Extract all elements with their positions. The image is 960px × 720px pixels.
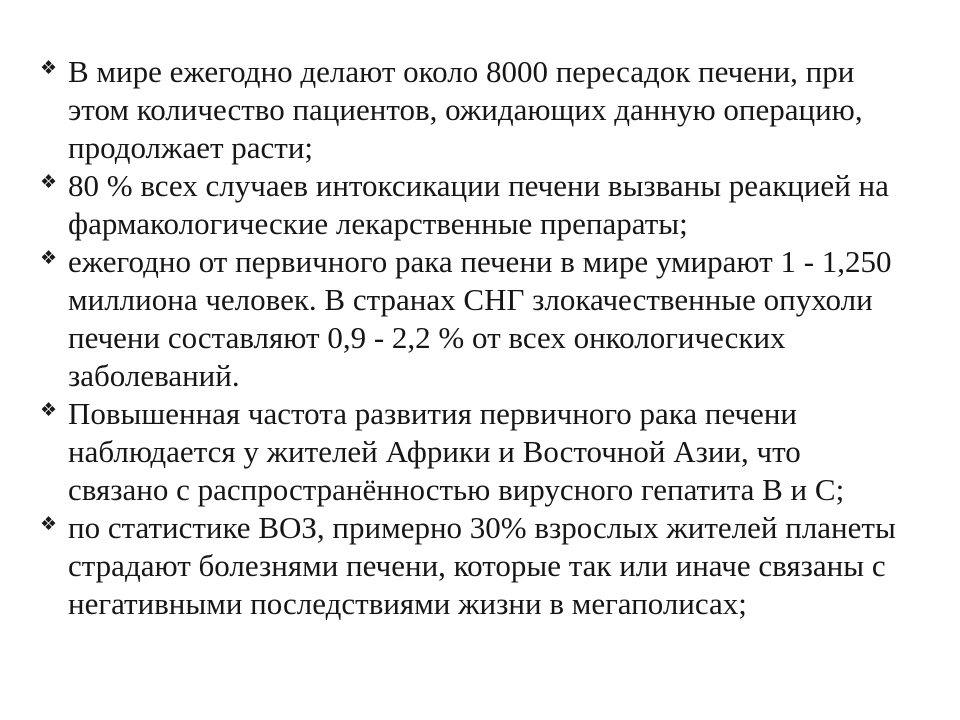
bullet-text-line: заболеваний. bbox=[68, 358, 240, 393]
bullet-text-line: 80 % всех случаев интоксикации печени вызваны реакцией на bbox=[68, 168, 889, 203]
bullet-text-line: негативными последствиями жизни в мегаполисах; bbox=[68, 586, 747, 621]
bullet-item bbox=[0, 243, 960, 395]
bullet-text-line: связано с распространённостью вирусного гепатита В и С; bbox=[68, 472, 845, 507]
diamond-bullet-icon: ❖ bbox=[40, 171, 58, 193]
bullet-text-line: фармакологические лекарственные препараты; bbox=[68, 206, 688, 241]
bullet-list bbox=[0, 53, 960, 623]
diamond-bullet-icon: ❖ bbox=[40, 513, 58, 535]
bullet-item bbox=[0, 509, 960, 623]
bullet-text-line: Повышенная частота развития первичного рака печени bbox=[68, 396, 797, 431]
bullet-text-line: страдают болезнями печени, которые так или иначе связаны с bbox=[68, 548, 886, 583]
bullet-item bbox=[0, 53, 960, 167]
bullet-item bbox=[0, 167, 960, 243]
diamond-bullet-icon: ❖ bbox=[40, 399, 58, 421]
diamond-bullet-icon: ❖ bbox=[40, 57, 58, 79]
bullet-text-line: миллиона человек. В странах СНГ злокачественные опухоли bbox=[68, 282, 873, 317]
bullet-text-line: наблюдается у жителей Африки и Восточной Азии, что bbox=[68, 434, 801, 469]
bullet-text-line: по статистике ВОЗ, примерно 30% взрослых жителей планеты bbox=[68, 510, 896, 545]
bullet-item bbox=[0, 395, 960, 509]
diamond-bullet-icon: ❖ bbox=[40, 247, 58, 269]
bullet-text-line: печени составляют 0,9 - 2,2 % от всех онкологических bbox=[68, 320, 786, 355]
bullet-text-line: этом количество пациентов, ожидающих данную операцию, bbox=[68, 92, 863, 127]
bullet-text-line: ежегодно от первичного рака печени в мире умирают 1 - 1,250 bbox=[68, 244, 892, 279]
bullet-text-line: В мире ежегодно делают около 8000 пересадок печени, при bbox=[68, 54, 855, 89]
bullet-text-line: продолжает расти; bbox=[68, 130, 314, 165]
